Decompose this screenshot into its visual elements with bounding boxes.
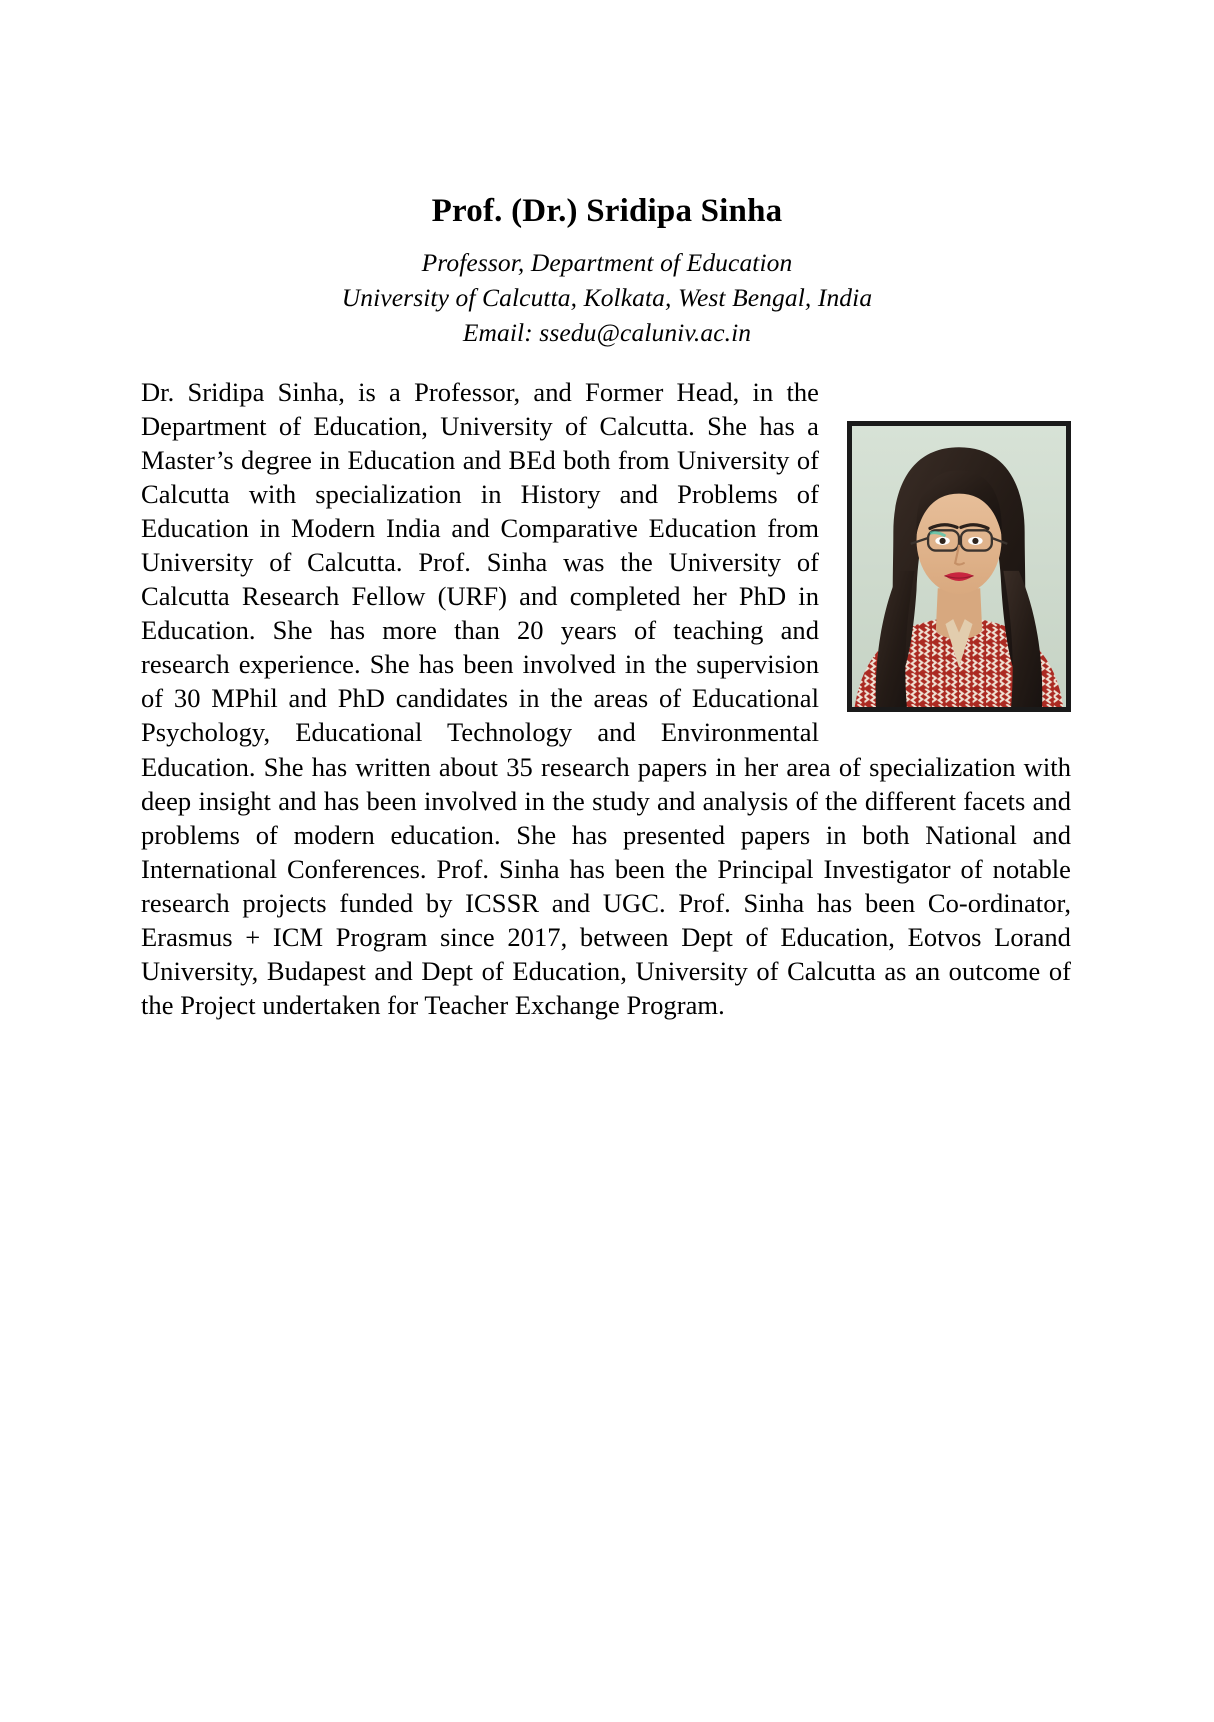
affiliation-department: Professor, Department of Education xyxy=(421,247,793,277)
biography-paragraph: Dr. Sridipa Sinha, is a Professor, and Former Head, in the Department of Education, University of Calcutta. She has a Master’s degree in Education and BEd both from University of Calcutta with specialization in History and Problems of Education in Modern India and Comparative Education from University of Calcutta. Prof. Sinha was the University of Calcutta Research Fellow (URF) and completed her PhD in Education. She has more than 20 years of teaching and research experience. She has been involved in the supervision of 30 MPhil and PhD candidates in the areas of Educational Psychology, Educational Technology and Environmental Education. She has written about 35 research papers in her area of specialization with deep insight and has been involved in the study and analysis of the different facets and problems of modern education. She has presented papers in both National and International Conferences. Prof. Sinha has been the Principal Investigator of notable research projects funded by ICSSR and UGC. Prof. Sinha has been Co-ordinator, Erasmus + ICM Program since 2017, between Dept of Education, Eotvos Lorand University, Budapest and Dept of Education, University of Calcutta as an outcome of the Project undertaken for Teacher Exchange Program. xyxy=(141,377,1071,1020)
contact-email: Email: ssedu@caluniv.ac.in xyxy=(462,318,752,348)
portrait-illustration xyxy=(852,426,1066,707)
page-title: Prof. (Dr.) Sridipa Sinha xyxy=(431,193,783,229)
portrait-photo xyxy=(847,421,1071,712)
bio-section xyxy=(141,375,1071,1022)
affiliation-university: University of Calcutta, Kolkata, West Bengal, India xyxy=(341,283,873,313)
document-header xyxy=(0,192,1214,351)
